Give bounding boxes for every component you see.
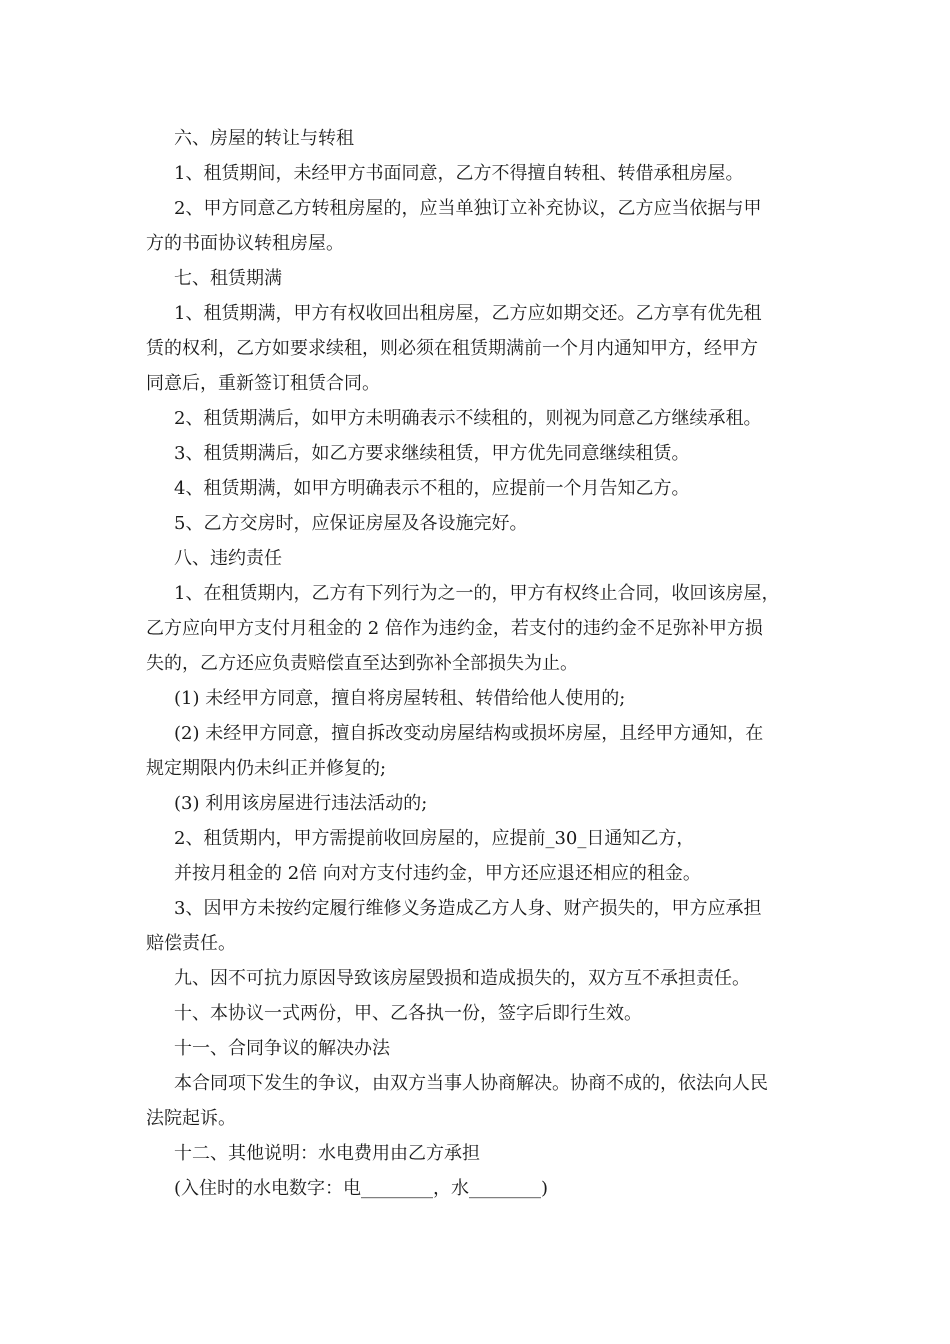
document-line: 六、房屋的转让与转租 <box>174 128 354 149</box>
document-body <box>146 121 810 1206</box>
document-line: 七、租赁期满 <box>174 268 282 289</box>
document-line: 并按月租金的 2倍 向对方支付违约金，甲方还应退还相应的租金。 <box>174 863 701 884</box>
document-line: 失的，乙方还应负责赔偿直至达到弥补全部损失为止。 <box>146 653 578 674</box>
document-line: 方的书面协议转租房屋。 <box>146 233 344 254</box>
document-line: 本合同项下发生的争议，由双方当事人协商解决。协商不成的，依法向人民 <box>174 1073 768 1094</box>
document-line: 乙方应向甲方支付月租金的 2 倍作为违约金，若支付的违约金不足弥补甲方损 <box>146 618 763 639</box>
document-line: (入住时的水电数字：电________，水________) <box>174 1178 549 1199</box>
document-line: 1、在租赁期内，乙方有下列行为之一的，甲方有权终止合同，收回该房屋， <box>174 583 780 604</box>
document-line: 十一、合同争议的解决办法 <box>174 1038 390 1059</box>
document-line: 赁的权利，乙方如要求续租，则必须在租赁期满前一个月内通知甲方，经甲方 <box>146 338 758 359</box>
document-line: (1) 未经甲方同意，擅自将房屋转租、转借给他人使用的; <box>174 688 626 709</box>
document-line: 1、租赁期间，未经甲方书面同意，乙方不得擅自转租、转借承租房屋。 <box>174 163 744 184</box>
document-line: 十二、其他说明：水电费用由乙方承担 <box>174 1143 480 1164</box>
document-line: 同意后，重新签订租赁合同。 <box>146 373 380 394</box>
document-line: 九、因不可抗力原因导致该房屋毁损和造成损失的，双方互不承担责任。 <box>174 968 750 989</box>
document-line: (2) 未经甲方同意，擅自拆改变动房屋结构或损坏房屋，且经甲方通知，在 <box>174 723 764 744</box>
document-line: 2、甲方同意乙方转租房屋的，应当单独订立补充协议，乙方应当依据与甲 <box>174 198 762 219</box>
document-line: 4、租赁期满，如甲方明确表示不租的，应提前一个月告知乙方。 <box>174 478 690 499</box>
document-line: 1、租赁期满，甲方有权收回出租房屋，乙方应如期交还。乙方享有优先租 <box>174 303 762 324</box>
document-line: 3、租赁期满后，如乙方要求继续租赁，甲方优先同意继续租赁。 <box>174 443 690 464</box>
document-line: 5、乙方交房时，应保证房屋及各设施完好。 <box>174 513 528 534</box>
document-line: 2、租赁期内，甲方需提前收回房屋的，应提前_30_日通知乙方， <box>174 828 695 849</box>
document-line: 2、租赁期满后，如甲方未明确表示不续租的，则视为同意乙方继续承租。 <box>174 408 762 429</box>
document-line: 法院起诉。 <box>146 1108 236 1129</box>
document-line: 赔偿责任。 <box>146 933 236 954</box>
document-line: 八、违约责任 <box>174 548 282 569</box>
document-line: 十、本协议一式两份，甲、乙各执一份，签字后即行生效。 <box>174 1003 642 1024</box>
document-line: (3) 利用该房屋进行违法活动的; <box>174 793 428 814</box>
document-line: 规定期限内仍未纠正并修复的; <box>146 758 387 779</box>
document-line: 3、因甲方未按约定履行维修义务造成乙方人身、财产损失的，甲方应承担 <box>174 898 762 919</box>
